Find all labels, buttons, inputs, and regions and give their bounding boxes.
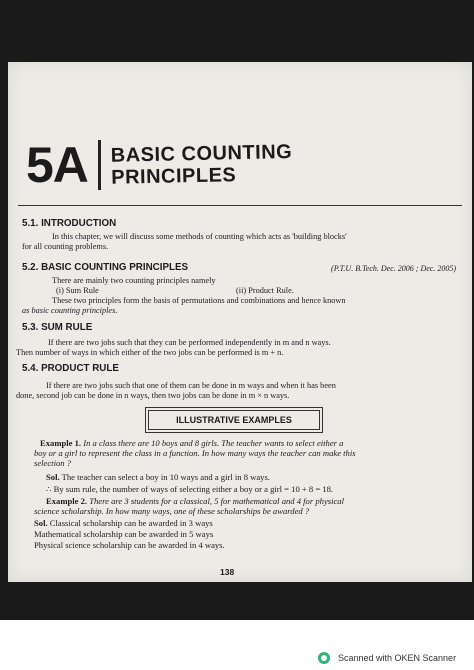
- solution-2-line2: Mathematical scholarship can be awarded in 5 ways: [34, 529, 214, 539]
- intro-text-1: In this chapter, we will discuss some methods of counting which acts as 'building blocks': [52, 232, 347, 241]
- scanner-watermark: [318, 652, 456, 664]
- solution-2-line1: [34, 518, 213, 528]
- example-1-line1: [40, 438, 343, 448]
- product-rule-text-1: If there are two jobs such that one of them can be done in m ways and when it has been: [46, 381, 336, 390]
- scanner-logo-icon: [318, 652, 330, 664]
- scanner-text: Scanned with OKEN Scanner: [338, 653, 457, 663]
- solution-2-text: Classical scholarship can be awarded in 3 ways: [49, 518, 213, 528]
- principle-item-product: (ii) Product Rule.: [236, 286, 294, 295]
- example-2-line2: science scholarship. In how many ways, one of these scholarships be awarded ?: [34, 506, 310, 516]
- exam-reference: (P.T.U. B.Tech. Dec. 2006 ; Dec. 2005): [331, 264, 456, 273]
- principles-text-3: as basic counting principles.: [22, 306, 118, 315]
- section-heading-introduction: 5.1. INTRODUCTION: [22, 218, 117, 229]
- example-1-label: Example 1.: [40, 438, 82, 448]
- example-1-question: In a class there are 10 boys and 8 girls. The teacher wants to select either a: [83, 438, 344, 448]
- chapter-title: [100, 141, 292, 189]
- solution-1-label: Sol.: [46, 472, 60, 482]
- principles-text-2: These two principles form the basis of permutations and combinations and hence known: [52, 296, 346, 305]
- section-heading-product-rule: 5.4. PRODUCT RULE: [22, 363, 119, 374]
- example-2-line1: [46, 496, 344, 506]
- principles-text-1: There are mainly two counting principles namely: [52, 276, 216, 285]
- chapter-rule: [18, 205, 462, 206]
- solution-1-text: The teacher can select a boy in 10 ways and a girl in 8 ways.: [61, 472, 270, 482]
- principle-item-sum: (i) Sum Rule: [56, 286, 99, 295]
- page-number: 138: [220, 567, 235, 577]
- product-rule-text-2: done, second job can be done in n ways, then two jobs can be done in m × n ways.: [16, 391, 290, 400]
- solution-2-label: Sol.: [34, 518, 48, 528]
- chapter-number: 5A: [22, 140, 101, 190]
- sum-rule-text-2: Then number of ways in which either of the two jobs can be performed is m + n.: [16, 348, 284, 357]
- example-2-question: There are 3 students for a classical, 5 for mathematical and 4 for physical: [89, 496, 344, 506]
- sum-rule-text-1: If there are two jobs such that they can be performed independently in m and n ways.: [48, 338, 331, 347]
- example-1-line3: selection ?: [34, 458, 71, 468]
- solution-1-line1: [46, 472, 270, 482]
- solution-1-line2: ∴ By sum rule, the number of ways of selecting either a boy or a girl = 10 + 8 = 18.: [46, 484, 334, 494]
- chapter-heading: [22, 137, 293, 193]
- section-heading-sum-rule: 5.3. SUM RULE: [22, 322, 93, 333]
- section-heading-basic-principles: 5.2. BASIC COUNTING PRINCIPLES: [22, 262, 189, 273]
- example-1-line2: boy or a girl to represent the class in a function. In how many ways the teacher can make this: [34, 448, 356, 458]
- intro-text-2: for all counting problems.: [22, 242, 109, 251]
- chapter-title-line2: PRINCIPLES: [110, 164, 237, 189]
- illustrative-examples-box: ILLUSTRATIVE EXAMPLES: [148, 410, 320, 430]
- solution-2-line3: Physical science scholarship can be awarded in 4 ways.: [34, 540, 225, 550]
- example-2-label: Example 2.: [46, 496, 88, 506]
- chapter-title-line1: BASIC COUNTING: [110, 141, 293, 167]
